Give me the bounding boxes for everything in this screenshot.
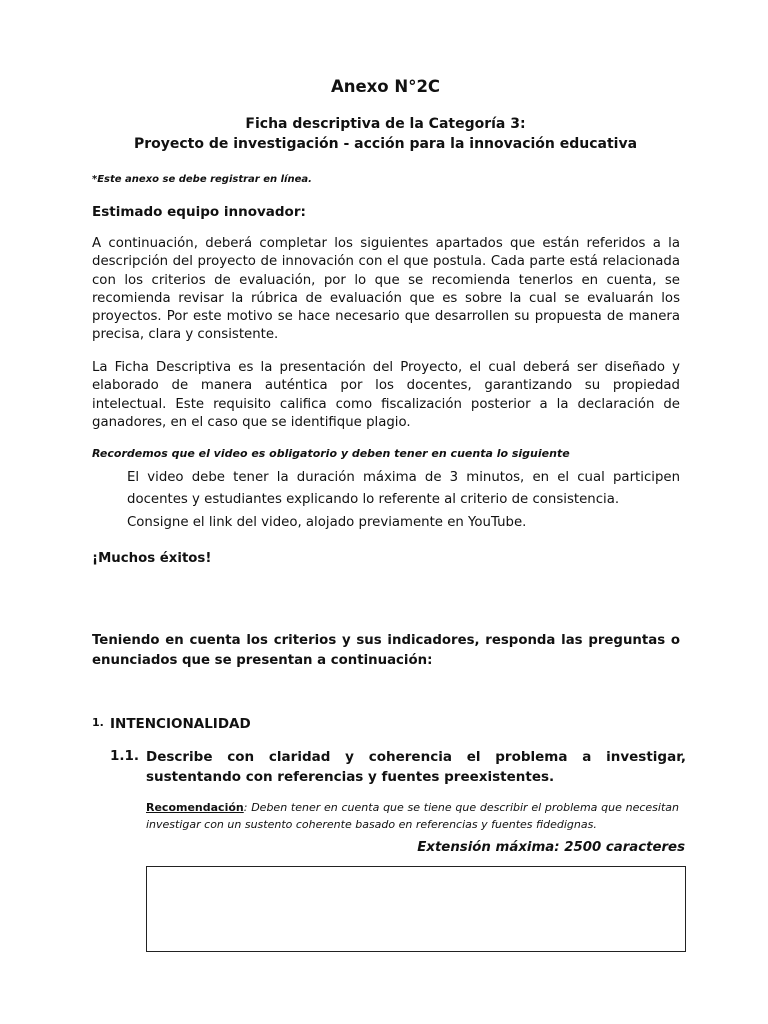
online-registration-note: *Este anexo se debe registrar en línea. — [92, 174, 312, 185]
greeting: Estimado equipo innovador: — [92, 204, 306, 220]
question-text: Describe con claridad y coherencia el problema a investigar, sustentando con referencias y fuentes preexistentes. — [146, 749, 686, 785]
section-number: 1. — [92, 716, 104, 729]
page-title: Anexo N°2C — [330, 77, 441, 96]
answer-instructions: Teniendo en cuenta los criterios y sus indicadores, responda las preguntas o enunciados que se presentan a continuación: — [92, 633, 680, 668]
intro-paragraph-1: A continuación, deberá completar los siguientes apartados que están referidos a la descripción del proyecto de innovación con el que postula. Cada parte está relacionada con los criterios de evaluación, por lo que se recomienda tenerlos en cuenta, se recomienda revisar la rúbrica de evaluación que es sobre la cual se evaluarán los proyectos. Por este motivo se hace necesario que desarrollen su propuesta de manera precisa, clara y consistente. — [92, 236, 680, 343]
answer-box[interactable] — [146, 866, 686, 952]
subtitle-line-1: Ficha descriptiva de la Categoría 3: — [245, 116, 526, 132]
bullet-item: El video debe tener la duración máxima de 3 minutos, en el cual participen docentes y estudiantes explicando lo referente al criterio de consistencia. — [127, 470, 680, 507]
subtitle-line-2: Proyecto de investigación - acción para la innovación educativa — [133, 136, 638, 152]
recommendation — [146, 800, 679, 833]
recommendation-label: Recomendación — [146, 801, 244, 814]
video-requirements-intro: Recordemos que el video es obligatorio y deben tener en cuenta lo siguiente — [92, 447, 570, 460]
intro-paragraph-2: La Ficha Descriptiva es la presentación del Proyecto, el cual deberá ser diseñado y elaborado de manera auténtica por los docentes, garantizando su propiedad intelectual. Este requisito califica como fiscalización posterior a la declaración de ganadores, en el caso que se identifique plagio. — [92, 360, 680, 430]
recommendation-text: : Deben tener en cuenta que se tiene que describir el problema que necesitan investigar con un sustento coherente basado en referencias y fuentes fidedignas. — [146, 801, 679, 831]
bullet-item: Consigne el link del video, alojado previamente en YouTube. — [127, 515, 527, 530]
max-length-note: Extensión máxima: 2500 caracteres — [417, 840, 685, 855]
section-title: INTENCIONALIDAD — [110, 716, 251, 732]
closing-wish: ¡Muchos éxitos! — [92, 551, 212, 566]
question-number: 1.1. — [110, 748, 140, 764]
